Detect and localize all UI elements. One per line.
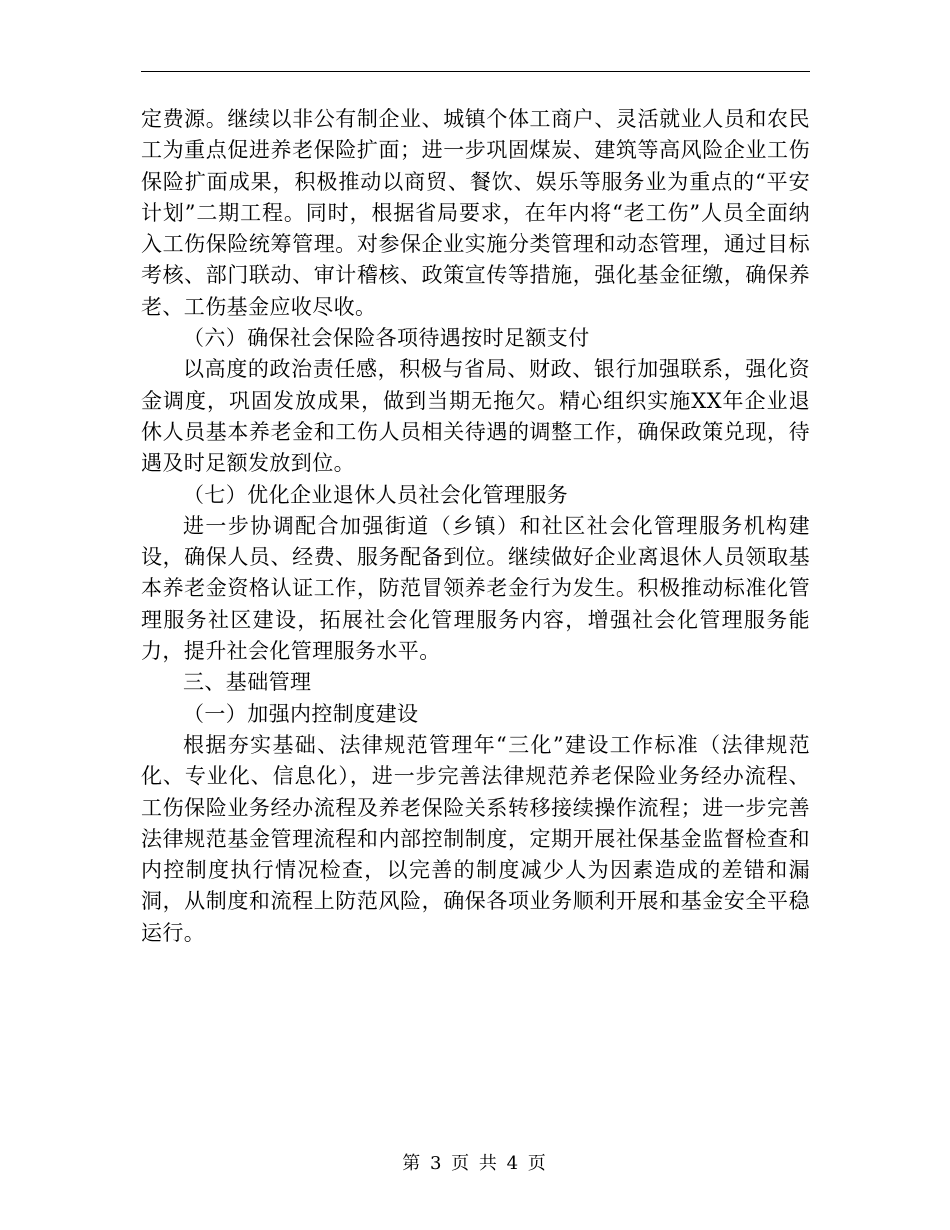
- header-rule: [141, 71, 810, 72]
- paragraph-retiree-services: 进一步协调配合加强街道（乡镇）和社区社会化管理服务机构建设，确保人员、经费、服务配备到位。继续做好企业离退休人员领取基本养老金资格认证工作，防范冒领养老金行为发生。积极推动标准化管理服务社区建设，拓展社会化管理服务内容，增强社会化管理服务能力，提升社会化管理服务水平。: [141, 513, 810, 664]
- page-number: 第 3 页 共 4 页: [402, 1153, 548, 1174]
- paragraph-benefits: 以高度的政治责任感，积极与省局、财政、银行加强联系，强化资金调度，巩固发放成果，做到当期无拖欠。精心组织实施XX年企业退休人员基本养老金和工伤人员相关待遇的调整工作，确保政策兑现，待遇及时足额发放到位。: [141, 357, 810, 476]
- chapter-heading-3: 三、基础管理: [183, 670, 312, 695]
- paragraph-internal-control: 根据夯实基础、法律规范管理年“三化”建设工作标准（法律规范化、专业化、信息化），进一步完善法律规范养老保险业务经办流程、工伤保险业务经办流程及养老保险关系转移接续操作流程；进一步完善法律规范基金管理流程和内部控制制度，定期开展社保基金监督检查和内控制度执行情况检查，以完善的制度减少人为因素造成的差错和漏洞，从制度和流程上防范风险，确保各项业务顺利开展和基金安全平稳运行。: [141, 732, 810, 945]
- section-heading-7: （七）优化企业退休人员社会化管理服务: [183, 482, 569, 507]
- document-body: [141, 104, 810, 949]
- section-heading-1: （一）加强内控制度建设: [183, 701, 419, 726]
- paragraph-continuation: 定费源。继续以非公有制企业、城镇个体工商户、灵活就业人员和农民工为重点促进养老保险扩面；进一步巩固煤炭、建筑等高风险企业工伤保险扩面成果，积极推动以商贸、餐饮、娱乐等服务业为重点的“平安计划”二期工程。同时，根据省局要求，在年内将“老工伤”人员全面纳入工伤保险统筹管理。对参保企业实施分类管理和动态管理，通过目标考核、部门联动、审计稽核、政策宣传等措施，强化基金征缴，确保养老、工伤基金应收尽收。: [141, 107, 810, 319]
- section-heading-6: （六）确保社会保险各项待遇按时足额支付: [183, 326, 590, 351]
